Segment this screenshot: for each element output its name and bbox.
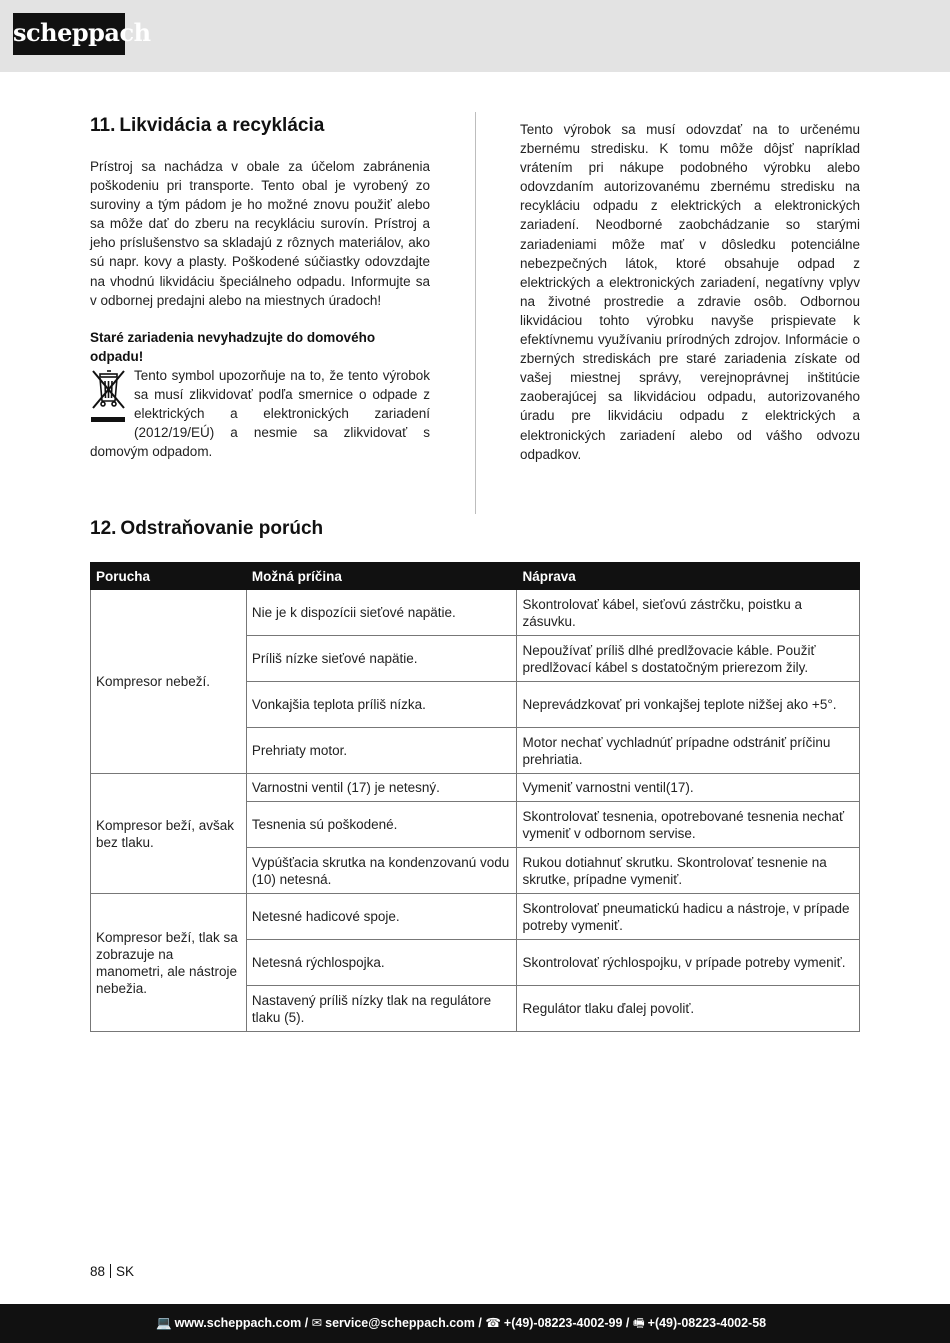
page-number-separator: [110, 1264, 111, 1278]
scheppach-logo: scheppach: [13, 13, 125, 55]
page-number: [90, 1264, 134, 1279]
section-11-title: [90, 112, 430, 140]
section-number: 12.: [90, 518, 117, 539]
cause-cell: Nastavený príliš nízky tlak na regulátore tlaku (5).: [246, 986, 517, 1032]
remedy-cell: Regulátor tlaku ďalej povoliť.: [517, 986, 860, 1032]
weee-notice: [90, 366, 430, 461]
remedy-cell: Skontrolovať tesnenia, opotrebované tesnenia nechať vymeniť v odbornom servise.: [517, 802, 860, 848]
table-row: [91, 894, 860, 940]
disposal-paragraph: Tento výrobok sa musí odovzdať na to určenému zbernému stredisku. K tomu môže dôjsť napríklad vrátením pri nákupe podobného výrobku alebo odovzdaním autorizovanému zbernému stredisku na recykláciu odpadu z elektrických a elektronických zariadení. Neodborné zaobchádzanie so starými zariadeniami môže mať v dôsledku potenciálne nebezpečných látok, ktoré obsahuje odpad z elektrických a elektronických zariadení, negatívny vplyv na životné prostredie a zdravie osôb. Odbornou likvidáciou tohto výrobku navyše prispievate k efektívnemu využívaniu prírodných zdrojov. Informácie o zberných strediskách pre staré zariadenia získate od vašej miestnej správy, verejnoprávnej inštitúcie zaoberajúcej sa likvidáciou odpadu, autorizovaného úradu pre likvidáciu odpadu z elektrických a elektronických zariadení alebo od vášho odvozu odpadkov.: [520, 122, 860, 462]
section-title-text: Likvidácia a recyklácia: [119, 115, 325, 136]
remedy-cell: Skontrolovať rýchlospojku, v prípade potreby vymeniť.: [517, 940, 860, 986]
fault-cell: Kompresor beží, tlak sa zobrazuje na manometri, ale nástroje nebežia.: [91, 894, 247, 1032]
footer-separator: /: [622, 1316, 633, 1330]
footer-email[interactable]: service@scheppach.com: [325, 1316, 475, 1330]
weee-paragraph: Tento symbol upozorňuje na to, že tento výrobok sa musí zlikvidovať podľa smernice o odpade z elektrických a elektronických zariadení (2012/19/EÚ) a nesmie sa zlikvidovať s domovým odpadom.: [90, 367, 430, 460]
troubleshooting-table: [90, 562, 860, 1032]
cause-cell: Vonkajšia teplota príliš nízka.: [246, 682, 517, 728]
laptop-icon: 💻: [156, 1316, 172, 1330]
phone-icon: ☎: [485, 1316, 501, 1330]
cause-cell: Nie je k dispozícii sieťové napätie.: [246, 590, 517, 636]
page-language: SK: [116, 1264, 135, 1279]
header-cause: Možná príčina: [246, 563, 517, 590]
table-row: [91, 774, 860, 802]
footer-fax: +(49)-08223-4002-58: [647, 1316, 767, 1330]
cause-cell: Netesné hadicové spoje.: [246, 894, 517, 940]
cause-cell: Varnostni ventil (17) je netesný.: [246, 774, 517, 802]
footer-website[interactable]: www.scheppach.com: [174, 1316, 302, 1330]
header-fault: Porucha: [91, 563, 247, 590]
footer-phone: +(49)-08223-4002-99: [503, 1316, 623, 1330]
footer-separator: /: [474, 1316, 486, 1330]
remedy-cell: Vymeniť varnostni ventil(17).: [517, 774, 860, 802]
section-number: 11.: [90, 115, 116, 136]
footer-bar: [0, 1304, 950, 1343]
remedy-cell: Rukou dotiahnuť skrutku. Skontrolovať tesnenie na skrutke, prípadne vymeniť.: [517, 848, 860, 894]
section-12-heading: [90, 515, 323, 543]
cause-cell: Prehriaty motor.: [246, 728, 517, 774]
header-bar: [0, 0, 950, 72]
section-12-title: [90, 515, 323, 543]
footer-separator: /: [301, 1316, 312, 1330]
email-icon: ✉: [311, 1316, 323, 1330]
cause-cell: Netesná rýchlospojka.: [246, 940, 517, 986]
fault-cell: Kompresor nebeží.: [91, 590, 247, 774]
cause-cell: Vypúšťacia skrutka na kondenzovanú vodu (10) netesná.: [246, 848, 517, 894]
header-remedy: Náprava: [517, 563, 860, 590]
section-title-text: Odstraňovanie porúch: [120, 518, 324, 539]
cause-cell: Tesnenia sú poškodené.: [246, 802, 517, 848]
section-11-right-column: [520, 120, 860, 464]
crossed-out-bin-icon: [90, 368, 130, 426]
packaging-paragraph: Prístroj sa nachádza v obale za účelom zabránenia poškodeniu pri transporte. Tento obal je vyrobený zo suroviny a tým pádom je ho možné znovu použiť alebo sa môže dať do zberu na recykláciu surovín. Prístroj a jeho príslušenstvo sa skladajú z rôznych materiálov, ako sú napr. kovy a plasty. Poškodené súčiastky odovzdajte na vhodnú likvidáciu špeciálneho odpadu. Informujte sa v odbornej predajni alebo na miestnych úradoch!: [90, 159, 430, 308]
page-number-value: 88: [90, 1264, 106, 1279]
remedy-cell: Motor nechať vychladnúť prípadne odstrániť príčinu prehriatia.: [517, 728, 860, 774]
footer-contacts: [156, 1304, 766, 1343]
remedy-cell: Neprevádzkovať pri vonkajšej teplote nižšej ako +5°.: [517, 682, 860, 728]
table-header-row: [91, 563, 860, 590]
column-divider: [475, 112, 476, 514]
remedy-cell: Skontrolovať kábel, sieťovú zástrčku, poistku a zásuvku.: [517, 590, 860, 636]
remedy-cell: Nepoužívať príliš dlhé predlžovacie káble. Použiť predlžovací kábel s dostatočným prierezom žily.: [517, 636, 860, 682]
remedy-cell: Skontrolovať pneumatickú hadicu a nástroje, v prípade potreby vymeniť.: [517, 894, 860, 940]
cause-cell: Príliš nízke sieťové napätie.: [246, 636, 517, 682]
fax-icon: 🖷: [632, 1316, 645, 1330]
table-row: [91, 590, 860, 636]
section-11-left-column: [90, 112, 430, 461]
fault-cell: Kompresor beží, avšak bez tlaku.: [91, 774, 247, 894]
warning-heading: Staré zariadenia nevyhadzujte do domového odpadu!: [90, 329, 376, 364]
